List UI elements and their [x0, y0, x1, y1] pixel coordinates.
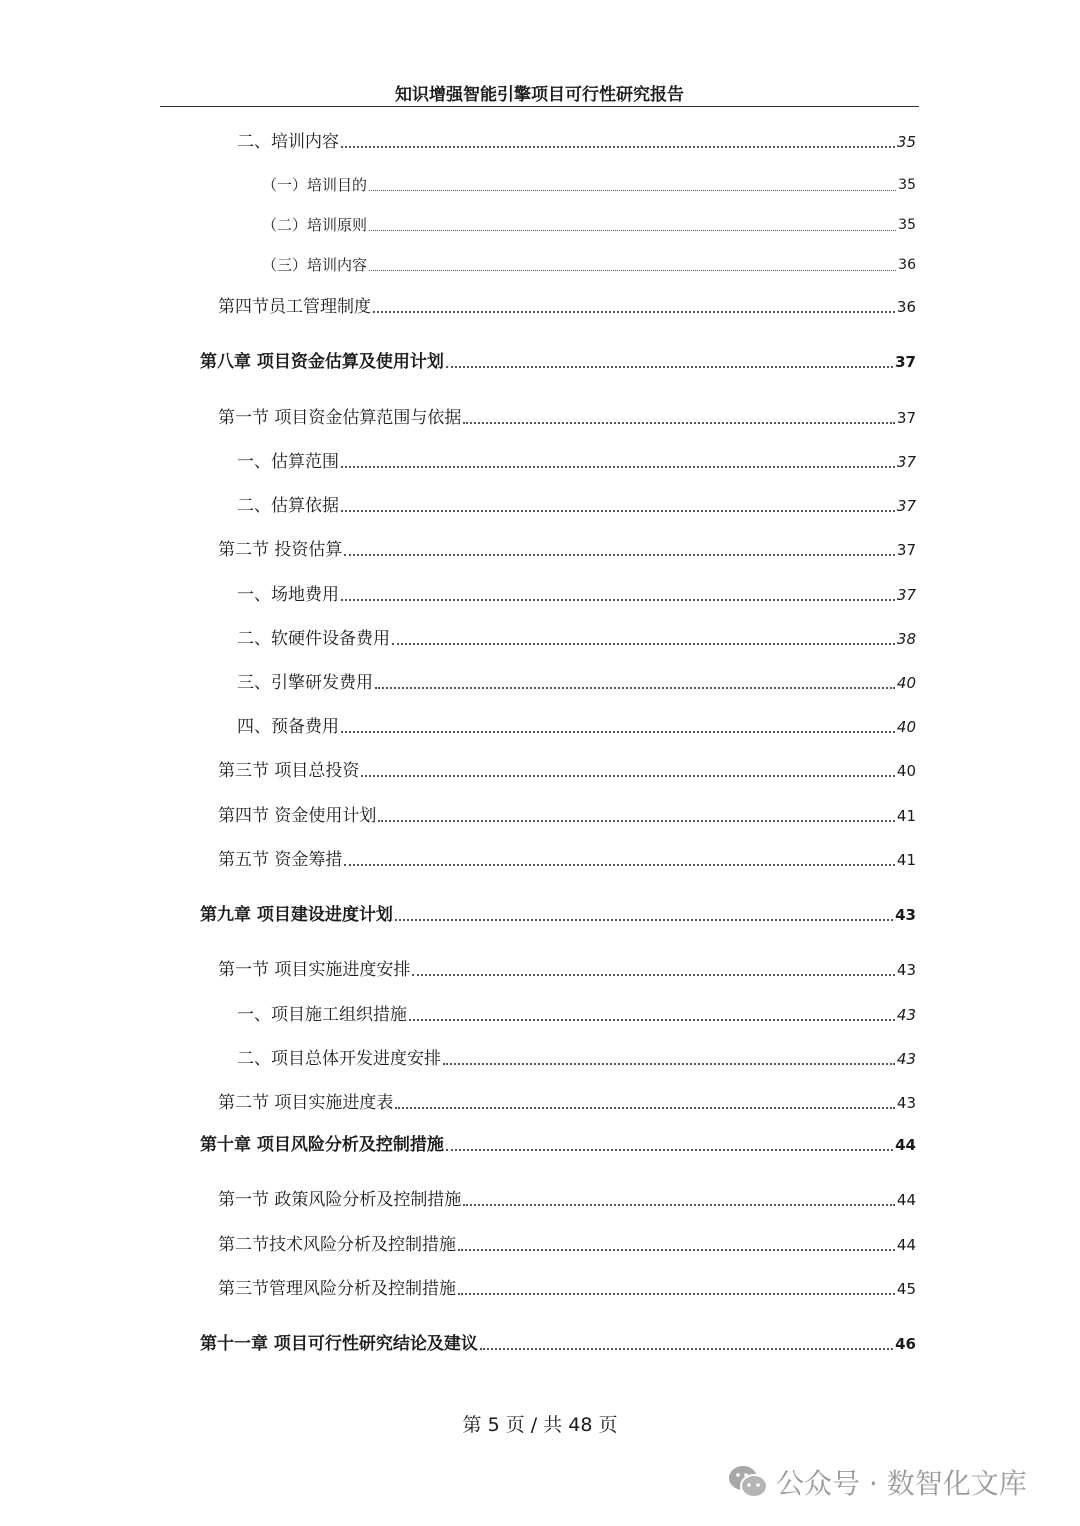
toc-entry-page: 40 — [896, 762, 916, 780]
dot-leader — [361, 775, 895, 777]
toc-entry-title: （三）培训内容 — [262, 256, 368, 274]
toc-entry[interactable] — [218, 758, 916, 782]
toc-entry-title: 第四节 资金使用计划 — [218, 806, 377, 826]
toc-entry-title: 二、估算依据 — [237, 496, 339, 516]
toc-entry-page: 37 — [896, 453, 916, 471]
toc-entry-page: 37 — [896, 541, 916, 559]
toc-entry-title: 第二节 投资估算 — [218, 540, 343, 560]
toc-entry[interactable] — [200, 1132, 916, 1156]
toc-entry-title: 一、估算范围 — [237, 452, 339, 472]
dot-leader — [395, 1107, 895, 1109]
dot-leader — [369, 230, 896, 231]
toc-entry-page: 41 — [896, 851, 916, 869]
dot-leader — [463, 422, 895, 424]
toc-entry-title: 第八章 项目资金估算及使用计划 — [200, 352, 444, 372]
toc-entry-title: 第一节 政策风险分析及控制措施 — [218, 1190, 462, 1210]
toc-entry[interactable] — [237, 1046, 916, 1070]
toc-entry-page: 46 — [895, 1335, 916, 1353]
toc-entry-title: 第五节 资金筹措 — [218, 850, 343, 870]
toc-entry-page: 43 — [895, 906, 916, 924]
toc-entry-page: 37 — [896, 497, 916, 515]
toc-entry-title: （二）培训原则 — [262, 216, 368, 234]
toc-entry[interactable] — [218, 803, 916, 827]
dot-leader — [458, 1249, 895, 1251]
dot-leader — [480, 1348, 893, 1350]
watermark — [728, 1462, 1027, 1502]
toc-entry[interactable] — [218, 1187, 916, 1211]
toc-entry-title: 第九章 项目建设进度计划 — [200, 905, 393, 925]
dot-leader — [378, 820, 895, 822]
dot-leader — [463, 1204, 895, 1206]
toc-entry[interactable] — [237, 582, 916, 606]
dot-leader — [395, 919, 893, 921]
toc-entry-title: 二、培训内容 — [237, 132, 339, 152]
toc-entry-page: 45 — [896, 1280, 916, 1298]
toc-entry-page: 43 — [896, 1050, 916, 1068]
toc-entry-title: 第十章 项目风险分析及控制措施 — [200, 1135, 444, 1155]
dot-leader — [375, 687, 895, 689]
toc-entry[interactable] — [200, 902, 916, 926]
toc-entry[interactable] — [237, 670, 916, 694]
toc-entry-title: 一、场地费用 — [237, 585, 339, 605]
toc-entry-page: 35 — [898, 177, 916, 193]
toc-entry[interactable] — [218, 405, 916, 429]
toc-entry-title: 三、引擎研发费用 — [237, 673, 373, 693]
toc-entry-page: 35 — [898, 217, 916, 233]
toc-entry-page: 38 — [896, 630, 916, 648]
dot-leader — [446, 1149, 893, 1151]
toc-entry-page: 44 — [895, 1136, 916, 1154]
toc-entry[interactable] — [218, 537, 916, 561]
dot-leader — [344, 554, 895, 556]
toc-entry-title: 第一节 项目实施进度安排 — [218, 960, 411, 980]
toc-entry[interactable] — [262, 212, 916, 236]
watermark-text: 公众号 · 数智化文库 — [776, 1467, 1027, 1500]
toc-entry[interactable] — [218, 1276, 916, 1300]
dot-leader — [341, 146, 895, 148]
toc-entry[interactable] — [262, 252, 916, 276]
dot-leader — [446, 366, 893, 368]
toc-entry-page: 40 — [896, 718, 916, 736]
toc-entry-title: 第十一章 项目可行性研究结论及建议 — [200, 1334, 478, 1354]
toc-entry-title: （一）培训目的 — [262, 176, 368, 194]
toc-entry-title: 四、预备费用 — [237, 717, 339, 737]
toc-entry[interactable] — [237, 129, 916, 153]
toc-entry-title: 一、项目施工组织措施 — [237, 1005, 407, 1025]
dot-leader — [369, 270, 896, 271]
toc-entry-title: 第一节 项目资金估算范围与依据 — [218, 408, 462, 428]
toc-entry-page: 35 — [896, 133, 916, 151]
toc-entry-title: 第二节技术风险分析及控制措施 — [218, 1235, 456, 1255]
dot-leader — [341, 731, 895, 733]
toc-entry-title: 第三节 项目总投资 — [218, 761, 360, 781]
wechat-icon — [728, 1465, 768, 1499]
toc-entry-page: 37 — [895, 353, 916, 371]
toc-entry[interactable] — [218, 957, 916, 981]
toc-entry-title: 第四节员工管理制度 — [218, 297, 371, 317]
header-divider — [160, 106, 919, 107]
page-number: 第 5 页 / 共 48 页 — [462, 1414, 618, 1436]
toc-entry-title: 二、软硬件设备费用 — [237, 629, 390, 649]
toc-entry[interactable] — [237, 493, 916, 517]
toc-entry[interactable] — [262, 172, 916, 196]
dot-leader — [458, 1293, 895, 1295]
toc-entry[interactable] — [237, 449, 916, 473]
toc-entry-page: 41 — [896, 807, 916, 825]
dot-leader — [341, 510, 895, 512]
toc-entry-page: 36 — [898, 257, 916, 273]
toc-entry-page: 44 — [896, 1191, 916, 1209]
toc-entry-page: 37 — [896, 409, 916, 427]
dot-leader — [443, 1063, 895, 1065]
toc-entry-page: 43 — [896, 1006, 916, 1024]
dot-leader — [369, 190, 896, 191]
toc-entry[interactable] — [200, 349, 916, 373]
toc-entry-title: 第二节 项目实施进度表 — [218, 1093, 394, 1113]
toc-entry[interactable] — [218, 847, 916, 871]
toc-entry[interactable] — [218, 294, 916, 318]
dot-leader — [344, 864, 895, 866]
header-title: 知识增强智能引擎项目可行性研究报告 — [395, 85, 684, 105]
dot-leader — [412, 974, 895, 976]
toc-entry[interactable] — [237, 626, 916, 650]
dot-leader — [341, 466, 895, 468]
toc-entry[interactable] — [200, 1331, 916, 1355]
toc-entry-title: 第三节管理风险分析及控制措施 — [218, 1279, 456, 1299]
toc-entry-page: 44 — [896, 1236, 916, 1254]
toc-entry[interactable] — [218, 1232, 916, 1256]
toc-entry-title: 二、项目总体开发进度安排 — [237, 1049, 441, 1069]
toc-entry[interactable] — [237, 714, 916, 738]
dot-leader — [373, 311, 895, 313]
toc-entry-page: 37 — [896, 586, 916, 604]
dot-leader — [341, 599, 895, 601]
toc-entry[interactable] — [218, 1090, 916, 1114]
toc-entry-page: 40 — [896, 674, 916, 692]
dot-leader — [409, 1019, 895, 1021]
dot-leader — [392, 643, 895, 645]
toc-entry-page: 43 — [896, 961, 916, 979]
toc-entry-page: 43 — [896, 1094, 916, 1112]
toc-entry[interactable] — [237, 1002, 916, 1026]
toc-entry-page: 36 — [896, 298, 916, 316]
